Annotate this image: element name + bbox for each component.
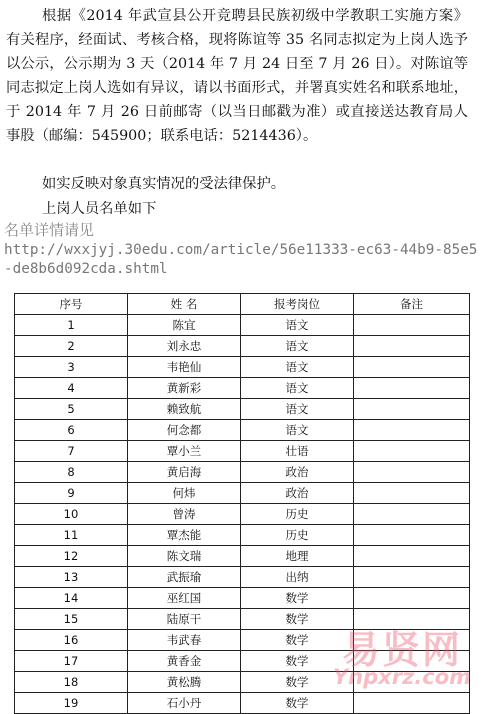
cell-remarks: [354, 336, 470, 357]
table-row: [15, 567, 470, 588]
cell-remarks: [354, 693, 470, 714]
cell-name: 陈文瑞: [128, 546, 241, 567]
cell-index: 6: [15, 420, 128, 441]
cell-position: 语文: [241, 357, 354, 378]
cell-position: 语文: [241, 420, 354, 441]
cell-name: 赖致航: [128, 399, 241, 420]
header-name: 姓 名: [128, 294, 241, 315]
roster-header-row: [15, 294, 470, 315]
cell-name: 陆原干: [128, 609, 241, 630]
cell-position: 数学: [241, 672, 354, 693]
cell-position: 数学: [241, 651, 354, 672]
cell-remarks: [354, 483, 470, 504]
cell-name: 黄香金: [128, 651, 241, 672]
cell-name: 何念都: [128, 420, 241, 441]
cell-index: 13: [15, 567, 128, 588]
table-row: [15, 525, 470, 546]
cell-index: 8: [15, 462, 128, 483]
cell-index: 7: [15, 441, 128, 462]
table-row: [15, 420, 470, 441]
cell-name: 刘永忠: [128, 336, 241, 357]
cell-name: 韦艳仙: [128, 357, 241, 378]
table-row: [15, 462, 470, 483]
cell-position: 语文: [241, 315, 354, 336]
cell-name: 黄启海: [128, 462, 241, 483]
detail-url-link[interactable]: http://wxxjyj.30edu.com/article/56e11333-ec63-44b9-85e5-de8b6d092cda.shtml: [4, 242, 478, 277]
cell-index: 14: [15, 588, 128, 609]
table-row: [15, 546, 470, 567]
table-row: [15, 378, 470, 399]
cell-remarks: [354, 420, 470, 441]
detail-note: 名单详情请见: [4, 221, 95, 239]
cell-index: 9: [15, 483, 128, 504]
table-row: [15, 588, 470, 609]
cell-position: 语文: [241, 336, 354, 357]
header-remarks: 备注: [354, 294, 470, 315]
cell-remarks: [354, 315, 470, 336]
cell-name: 曾涛: [128, 504, 241, 525]
table-row: [15, 504, 470, 525]
cell-name: 武振瑜: [128, 567, 241, 588]
cell-remarks: [354, 567, 470, 588]
watermark-site-name: 易贤网: [341, 628, 462, 672]
cell-index: 17: [15, 651, 128, 672]
cell-index: 5: [15, 399, 128, 420]
cell-name: 覃杰能: [128, 525, 241, 546]
cell-remarks: [354, 462, 470, 483]
header-position: 报考岗位: [241, 294, 354, 315]
cell-remarks: [354, 378, 470, 399]
header-index: 序号: [15, 294, 128, 315]
cell-remarks: [354, 588, 470, 609]
cell-position: 数学: [241, 693, 354, 714]
cell-position: 壮语: [241, 441, 354, 462]
table-row: [15, 483, 470, 504]
cell-position: 历史: [241, 525, 354, 546]
cell-position: 历史: [241, 504, 354, 525]
table-row: [15, 441, 470, 462]
cell-name: 韦武春: [128, 630, 241, 651]
cell-index: 15: [15, 609, 128, 630]
notice-paragraph-legal-protection: 如实反映对象真实情况的受法律保护。: [42, 176, 286, 192]
cell-position: 数学: [241, 588, 354, 609]
cell-remarks: [354, 399, 470, 420]
cell-index: 19: [15, 693, 128, 714]
cell-index: 12: [15, 546, 128, 567]
cell-index: 1: [15, 315, 128, 336]
cell-position: 语文: [241, 399, 354, 420]
watermark-domain: Ynpxrz.com: [332, 665, 472, 689]
table-row: [15, 315, 470, 336]
cell-name: 巫红国: [128, 588, 241, 609]
cell-index: 10: [15, 504, 128, 525]
cell-index: 4: [15, 378, 128, 399]
cell-remarks: [354, 504, 470, 525]
cell-index: 16: [15, 630, 128, 651]
cell-index: 18: [15, 672, 128, 693]
cell-index: 2: [15, 336, 128, 357]
cell-position: 出纳: [241, 567, 354, 588]
cell-name: 黄新彩: [128, 378, 241, 399]
cell-name: 陈宜: [128, 315, 241, 336]
cell-position: 数学: [241, 609, 354, 630]
cell-index: 3: [15, 357, 128, 378]
notice-paragraph-main: 根据《2014 年武宣县公开竞聘县民族初级中学教职工实施方案》有关程序，经面试、考核合格，现将陈谊等 35 名同志拟定为上岗人选予以公示，公示期为 3 天（2014 年 7 月 24 日至 7 月 26 日）。对陈谊等同志拟定上岗人选如有异议，请以书面形式，并署真实姓名和联系地址，于 2014 年 7 月 26 日前邮寄（以当日邮戳为准）或直接送达教育局人事股（邮编：545900；联系电话：5214436）。: [6, 8, 468, 144]
cell-position: 语文: [241, 378, 354, 399]
cell-name: 石小丹: [128, 693, 241, 714]
cell-remarks: [354, 441, 470, 462]
cell-index: 11: [15, 525, 128, 546]
notice-paragraph-list-intro: 上岗人员名单如下: [42, 201, 157, 217]
cell-remarks: [354, 546, 470, 567]
cell-remarks: [354, 525, 470, 546]
cell-name: 黄松腾: [128, 672, 241, 693]
cell-position: 地理: [241, 546, 354, 567]
cell-name: 覃小兰: [128, 441, 241, 462]
cell-remarks: [354, 357, 470, 378]
table-row: [15, 336, 470, 357]
cell-position: 数学: [241, 630, 354, 651]
table-row: [15, 693, 470, 714]
cell-position: 政治: [241, 462, 354, 483]
table-row: [15, 357, 470, 378]
site-watermark-logo: [327, 625, 477, 695]
cell-position: 政治: [241, 483, 354, 504]
cell-name: 何炜: [128, 483, 241, 504]
table-row: [15, 399, 470, 420]
